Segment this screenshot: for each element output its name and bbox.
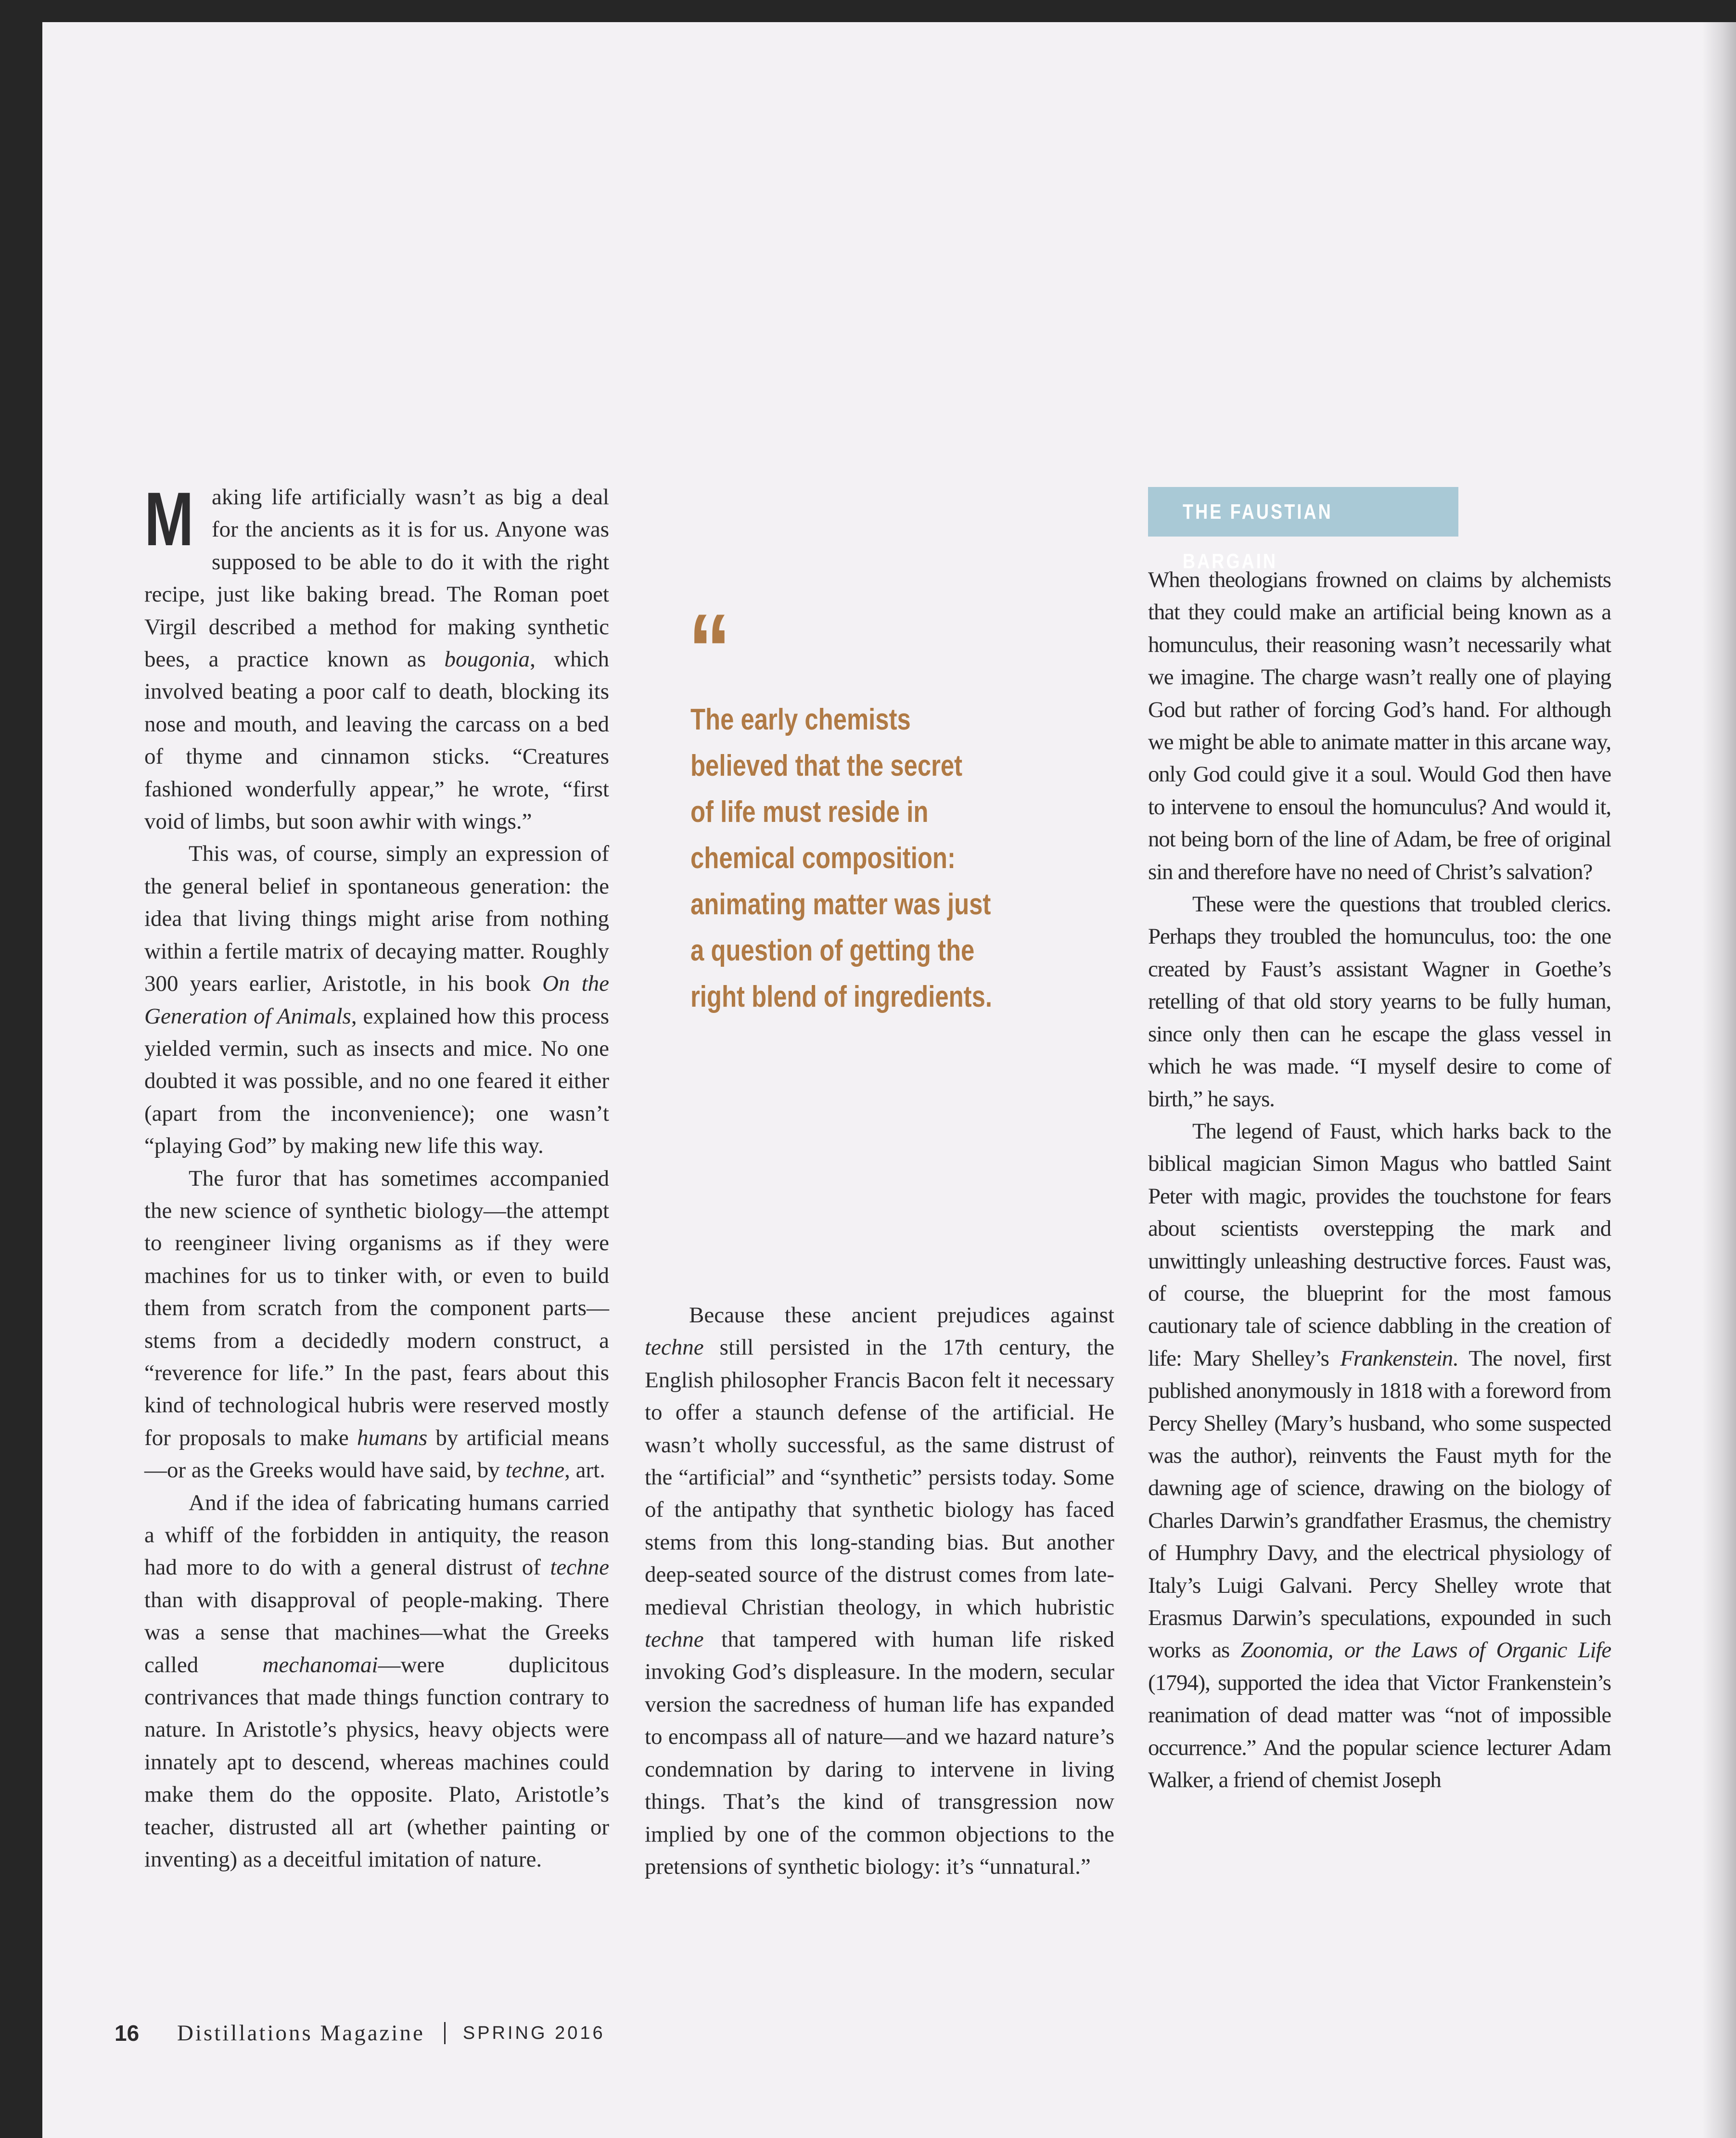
text-run: (1794), supported the idea that Victor Frankenstein’s reanimation of dead matter was “not of impossible occurrence.” And the popular science lecturer Adam Walker, a friend of chemist Joseph bbox=[1148, 1670, 1611, 1793]
pull-quote bbox=[690, 697, 992, 1020]
text-run: , which involved beating a poor calf to death, blocking its nose and mouth, and leaving the carcass on a bed of thyme and cinnamon sticks. “Creatures fashioned wonderfully appear,” he wrote, “first void of limbs, but soon awhir with wings.” bbox=[144, 647, 609, 834]
text-run: These were the questions that troubled clerics. Perhaps they troubled the homunculus, too: the one created by Faust’s assistant Wagner in Goethe’s retelling of that old story yearns to be fully human, since only then can he escape the glass vessel in which he was made. “I myself desire to come of birth,” he says. bbox=[1148, 892, 1611, 1112]
quote-mark-icon: “ bbox=[688, 593, 731, 706]
page-footer bbox=[115, 2019, 605, 2048]
text-run: The furor that has sometimes accompanied the new science of synthetic biology—the attempt to reengineer living organisms as if they were machines for us to tinker with, or even to build them from scratch from the component parts—stems from a decidedly modern construct, a “reverence for life.” In the past, fears about this kind of technological hubris were reserved mostly for proposals to make bbox=[144, 1165, 609, 1450]
text-run: aking life artificially wasn’t as big a deal for the ancients as it is for us. Anyone was supposed to be able to do it with the right recipe, just like baking bread. The Roman poet Virgil described a method for making synthetic bees, a practice known as bbox=[144, 485, 609, 672]
body-paragraph bbox=[144, 838, 609, 1162]
italic-text: techne bbox=[645, 1627, 704, 1652]
pull-quote-line: animating matter was just bbox=[690, 888, 991, 921]
section-heading-text: THE FAUSTIAN BARGAIN bbox=[1183, 500, 1333, 573]
page-number: 16 bbox=[115, 2021, 140, 2046]
italic-text: mechanomai bbox=[262, 1652, 378, 1677]
text-run: , explained how this process yielded vermin, such as insects and mice. No one doubted it was possible, and no one feared it either (apart from the inconvenience); one wasn’t “playing God” by making new life this way. bbox=[144, 1003, 609, 1159]
italic-text: On the Generation of Animals bbox=[144, 971, 609, 1029]
article-column-2 bbox=[645, 1299, 1114, 1883]
drop-cap: M bbox=[144, 477, 194, 562]
body-paragraph bbox=[144, 1487, 609, 1876]
body-paragraph bbox=[144, 1163, 609, 1487]
text-run: —were duplicitous contrivances that made things function contrary to nature. In Aristotle’s physics, heavy objects were innately apt to descend, whereas machines could make them do the opposite. Plato, Aristotle’s teacher, distrusted all art (whether painting or inventing) as a deceitful imitation of nature. bbox=[144, 1652, 610, 1872]
text-run: , art. bbox=[564, 1458, 605, 1483]
italic-text: Frankenstein bbox=[1340, 1345, 1453, 1371]
page-gutter bbox=[1702, 22, 1736, 2138]
text-run: that tampered with human life risked invoking God’s displeasure. In the modern, secular version the sacredness of human life has expanded to encompass all of nature—and we hazard nature’s condemnation by daring to intervene in living things. That’s the kind of transgression now implied by one of the common objections to the pretensions of synthetic biology: it’s “unnatural.” bbox=[645, 1627, 1114, 1879]
text-run: than with disapproval of people-making. There was a sense that machines—what the Greeks called bbox=[144, 1587, 609, 1677]
italic-text: bougonia bbox=[444, 647, 530, 672]
body-paragraph bbox=[144, 477, 609, 838]
text-run: still persisted in the 17th century, the English philosopher Francis Bacon felt it necessary to offer a staunch defense of the artificial. He wasn’t wholly successful, as the same distrust of the “artificial” and “synthetic” persists today. Some of the antipathy that synthetic biology has faced stems from this long-standing bias. But another deep-seated source of the distrust comes from late-medieval Christian theology, in which hubristic bbox=[645, 1335, 1114, 1620]
text-run: Because these ancient prejudices against bbox=[689, 1303, 1114, 1328]
article-column-1 bbox=[144, 477, 610, 1876]
body-paragraph bbox=[1148, 888, 1611, 1115]
pull-quote-line: The early chemists bbox=[690, 703, 911, 736]
italic-text: Zoonomia, or the Laws of Organic Life bbox=[1240, 1638, 1611, 1663]
magazine-title: Distillations Magazine bbox=[177, 2021, 425, 2046]
pull-quote-line: a question of getting the bbox=[690, 934, 975, 967]
body-paragraph bbox=[1148, 564, 1611, 888]
pull-quote-line: believed that the secret bbox=[690, 749, 963, 782]
text-run: by artificial means—or as the Greeks would have said, by bbox=[144, 1425, 610, 1483]
body-paragraph bbox=[645, 1299, 1114, 1883]
issue-label: SPRING 2016 bbox=[462, 2023, 605, 2043]
text-run: And if the idea of fabricating humans carried a whiff of the forbidden in antiquity, the reason had more to do with a general distrust of bbox=[144, 1490, 609, 1580]
text-run: When theologians frowned on claims by alchemists that they could make an artificial being known as a homunculus, their reasoning wasn’t necessarily what we imagine. The charge wasn’t really one of playing God but rather of forcing God’s hand. For although we might be able to animate matter in this arcane way, only God could give it a soul. Would God then have to intervene to ensoul the homunculus? And would it, not being born of the line of Adam, be free of original sin and therefore have no need of Christ’s salvation? bbox=[1148, 567, 1611, 884]
text-run: . The novel, first published anonymously in 1818 with a foreword from Percy Shelley (Mary’s husband, who some suspected was the author), reinvents the Faust myth for the dawning age of science, drawing on the biology of Charles Darwin’s grandfather Erasmus, the chemistry of Humphry Davy, and the electrical physiology of Italy’s Luigi Galvani. Percy Shelley wrote that Erasmus Darwin’s speculations, expounded in such works as bbox=[1148, 1345, 1611, 1663]
section-heading bbox=[1148, 487, 1458, 573]
text-run: The legend of Faust, which harks back to the biblical magician Simon Magus who battled Saint Peter with magic, provides the touchstone for fears about scientists overstepping the mark and unwittingly unleashing destructive forces. Faust was, of course, the blueprint for the most famous cautionary tale of science dabbling in the creation of life: Mary Shelley’s bbox=[1148, 1118, 1611, 1371]
pull-quote-line: right blend of ingredients. bbox=[690, 980, 993, 1013]
italic-text: techne bbox=[550, 1555, 609, 1580]
text-run: This was, of course, simply an expression of the general belief in spontaneous generation: the idea that living things might arise from nothing within a fertile matrix of decaying matter. Roughly 300 years earlier, Aristotle, in his book bbox=[144, 841, 609, 997]
footer-divider bbox=[444, 2022, 446, 2044]
body-paragraph bbox=[1148, 1115, 1611, 1797]
italic-text: techne bbox=[505, 1458, 565, 1483]
pull-quote-line: chemical composition: bbox=[690, 842, 956, 875]
italic-text: humans bbox=[357, 1425, 428, 1450]
italic-text: techne bbox=[645, 1335, 704, 1360]
article-column-3 bbox=[1148, 564, 1611, 1796]
pull-quote-line: of life must reside in bbox=[690, 795, 929, 829]
